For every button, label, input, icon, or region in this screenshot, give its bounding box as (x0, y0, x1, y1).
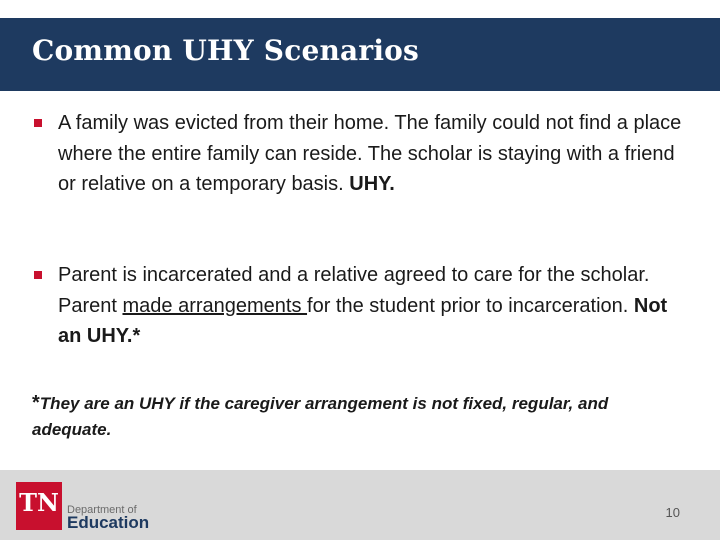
bullet-2-text-after: for the student prior to incarceration. (307, 294, 634, 317)
footnote-star: * (32, 392, 40, 414)
footnote-text: They are an UHY if the caregiver arrangement is not fixed, regular, and adequate. (32, 394, 609, 439)
bullet-item-1 (34, 108, 684, 200)
bullet-text-1 (58, 108, 684, 200)
bullet-1-bold: UHY. (349, 173, 395, 195)
bullet-1-text: A family was evicted from their home. The family could not find a place where the entire family can reside. The scholar is staying with a friend or relative on a temporary basis. (58, 112, 682, 195)
bullet-text-2 (58, 260, 684, 352)
logo-department-text: Department of (67, 504, 137, 516)
bullet-2-underlined: made arrangements (122, 294, 308, 317)
logo-education-text: Education (67, 513, 150, 532)
bullet-2-text-before: Parent is incarcerated and a relative agreed to care for the scholar. Parent (58, 264, 650, 317)
bullet-2-bold: Not an UHY.* (58, 294, 668, 347)
logo-tn-text: TN (19, 488, 59, 517)
bullet-square-icon (34, 119, 42, 127)
page-number: 10 (665, 505, 680, 520)
slide-title: Common UHY Scenarios (32, 34, 420, 67)
footnote (32, 390, 692, 443)
bullet-square-icon (34, 271, 42, 279)
bullet-item-2 (34, 260, 684, 352)
